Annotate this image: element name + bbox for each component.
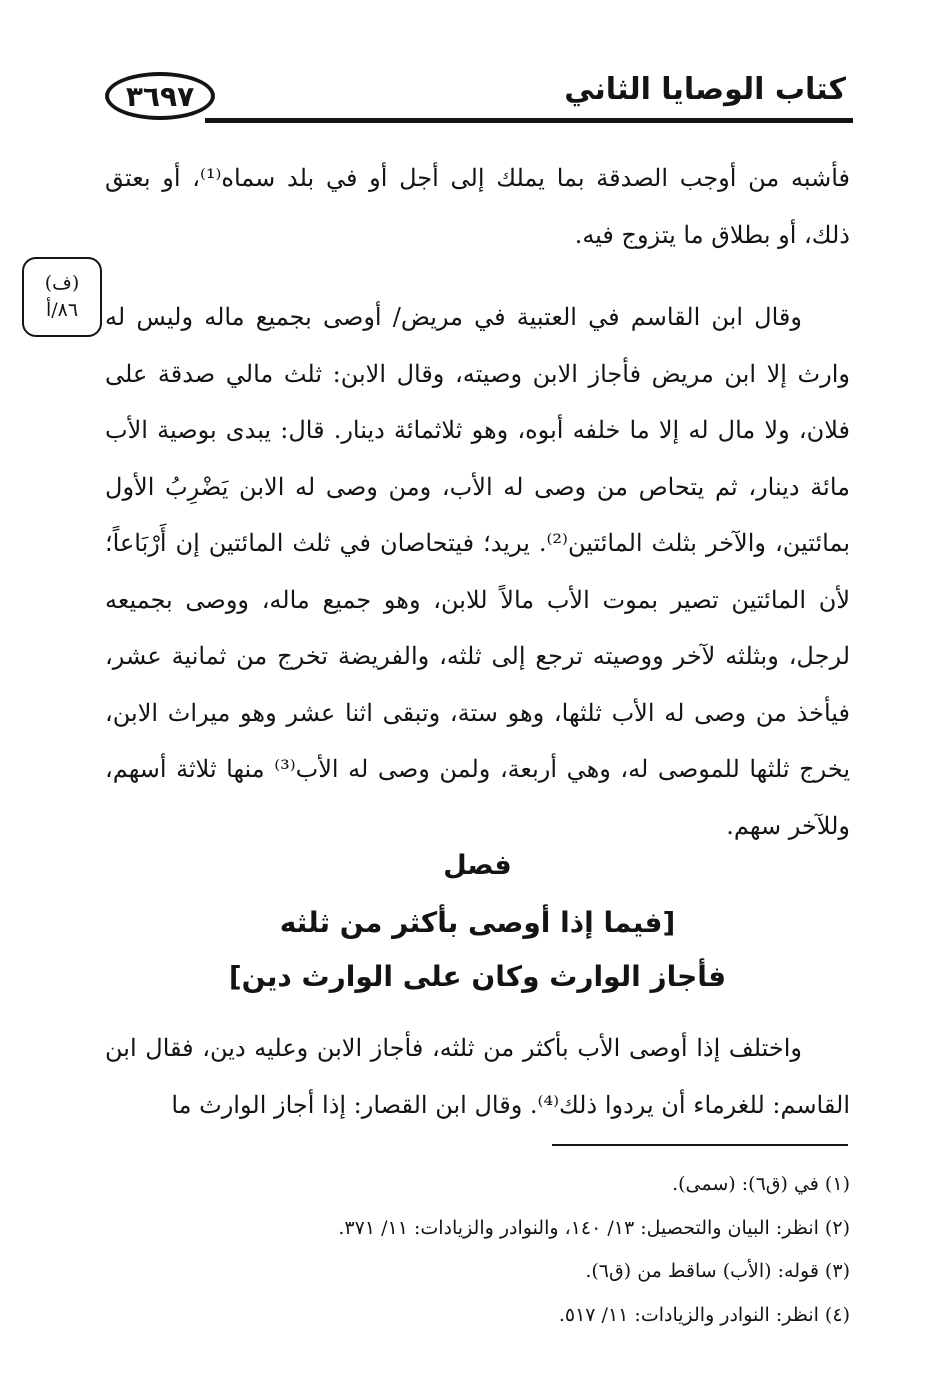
main-text	[105, 150, 850, 854]
paragraph-1: فأشبه من أوجب الصدقة بما يملك إلى أجل أو في بلد سماه⁽¹⁾، أو بعتق ذلك، أو بطلاق ما يتزوج فيه.	[105, 164, 851, 249]
running-title: كتاب الوصايا الثاني	[564, 72, 846, 107]
section-text	[105, 1020, 850, 1133]
footnote-4: (٤) انظر: النوادر والزيادات: ١١/ ٥١٧.	[558, 1303, 850, 1326]
section-subtitle-line-2: فأجاز الوارث وكان على الوارث دين]	[228, 960, 727, 993]
footnote-3: (٣) قوله: (الأب) ساقط من (ق٦).	[585, 1260, 850, 1282]
paragraph-3: واختلف إذا أوصى الأب بأكثر من ثلثه، فأجاز الابن وعليه دين، فقال ابن القاسم: للغرماء أن يردوا ذلك⁽⁴⁾. وقال ابن القصار: إذا أجاز الوارث ما	[105, 1034, 850, 1119]
margin-ref-siglum: (ف)	[44, 272, 80, 295]
section-subtitle-line-1: [فيما إذا أوصى بأكثر من ثلثه	[279, 906, 676, 939]
header-rule	[205, 118, 853, 123]
footnote-separator	[552, 1144, 848, 1146]
section-heading: فصل	[443, 850, 512, 881]
footnotes	[105, 1163, 850, 1337]
footnote-1: (١) في (ق٦): (سمى).	[672, 1173, 850, 1195]
margin-ref-folio: ٨٦/أ	[45, 299, 79, 321]
paragraph-2: وقال ابن القاسم في العتبية في مريض/ أوصى بجميع ماله وليس له وارث إلا ابن مريض فأجاز الابن وصيته، وقال الابن: ثلث مالي صدقة على فلان، ولا مال له إلا ما خلفه أبوه، وهو ثلاثمائة دينار. قال: يبدى بوصية الأب مائة دينار، ثم يتحاص من وصى له الأب، ومن وصى له الابن يَضْرِبُ الأول بمائتين، والآخر بثلث المائتين⁽²⁾. يريد؛ فيتحاصان في ثلث المائتين إن أَرْبَاعاً؛ لأن المائتين تصير بموت الأب مالاً للابن، وهو جميع ماله، ووصى بجميعه لرجل، وبثلثه لآخر ووصيته ترجع إلى ثلثه، والفريضة تخرج من ثمانية عشر، فيأخذ من وصى له الأب ثلثها، وهو ستة، وتبقى اثنا عشر وهو ميراث الابن، يخرج ثلثها للموصى له، وهي أربعة، ولمن وصى له الأب⁽³⁾ منها ثلاثة أسهم، وللآخر سهم.	[105, 303, 851, 840]
page-header	[0, 0, 926, 135]
footnote-2: (٢) انظر: البيان والتحصيل: ١٣/ ١٤٠، والنوادر والزيادات: ١١/ ٣٧١.	[338, 1216, 850, 1239]
margin-manuscript-reference	[22, 257, 102, 337]
page-number: ٣٦٩٧	[105, 72, 215, 120]
